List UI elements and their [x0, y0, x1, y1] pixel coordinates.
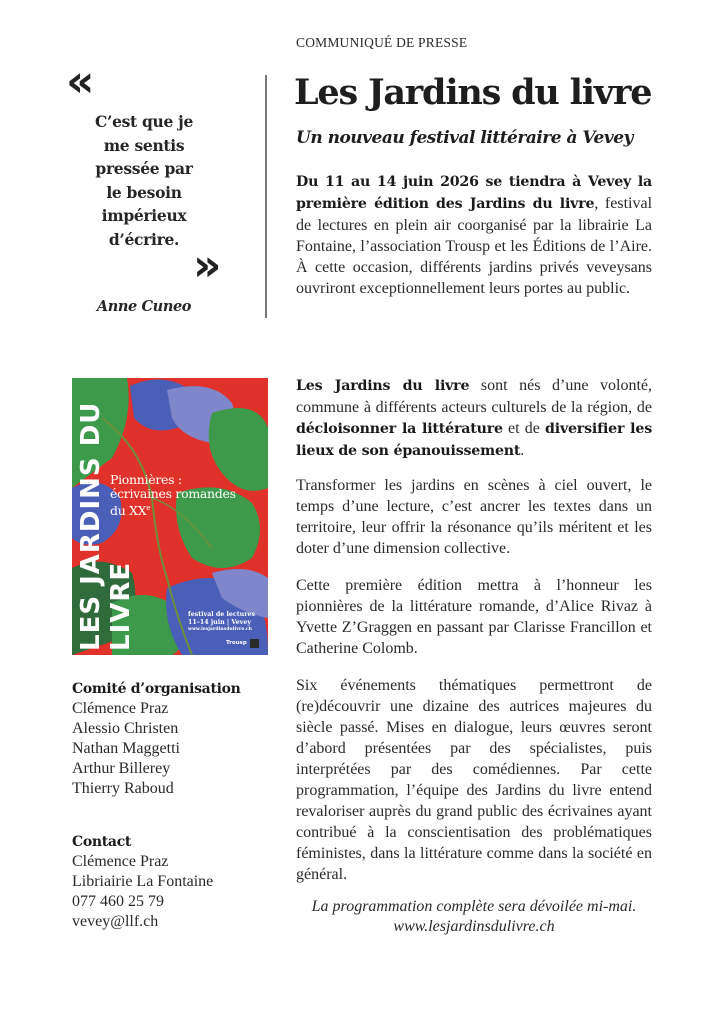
page-subtitle: Un nouveau festival littéraire à Vevey — [296, 128, 633, 148]
page-title: Les Jardins du livre — [294, 72, 652, 113]
vertical-divider — [265, 75, 267, 318]
contact-section — [72, 832, 272, 932]
trousp-logo: Trousp — [226, 640, 247, 646]
poster-url: www.lesjardinsdulivre.ch — [188, 627, 252, 632]
poster-title-line: LES JARDINS DU — [76, 401, 106, 651]
contact-email[interactable]: vevey@llf.ch — [72, 913, 159, 930]
quote-line: d’écrire. — [108, 229, 180, 249]
emphasis-text: décloisonner la littérature — [296, 421, 503, 437]
quote-line: C’est que je — [94, 112, 194, 131]
closing-note — [296, 897, 652, 937]
document-type-label: COMMUNIQUÉ DE PRESSE — [296, 35, 468, 50]
committee-member: Thierry Raboud — [72, 780, 174, 797]
committee-heading: Comité d’organisation — [72, 681, 241, 697]
quote-line: me sentis — [103, 135, 185, 155]
pull-quote — [76, 110, 212, 251]
body-text: sont nés d’une volonté, commune à différents acteurs culturels de la région, de — [296, 377, 652, 416]
lead-bold-text: Du 11 au 14 juin 2026 se tiendra à Vevey la première édition des Jardins du livre — [296, 174, 652, 212]
poster-info — [188, 611, 266, 634]
contact-name: Clémence Praz — [72, 853, 169, 870]
festival-poster — [72, 378, 268, 655]
poster-theme-superscript: e — [146, 504, 151, 512]
emphasis-text: diversifier les lieux de son épanouissement — [296, 421, 652, 459]
body-text: . — [520, 442, 525, 459]
contact-phone[interactable]: 077 460 25 79 — [72, 893, 164, 910]
website-link[interactable]: www.lesjardinsdulivre.ch — [393, 918, 555, 935]
lead-text: , festival de lectures en plein air coorganisé par la librairie La Fontaine, l’association Trousp et les Éditions de l’Aire. À cette occasion, différents jardins privés veveysans ouvriront exceptionnellement leurs portes au public. — [296, 195, 653, 297]
committee-section — [72, 679, 272, 799]
poster-theme-text: du XX — [110, 503, 147, 519]
quote-author: Anne Cuneo — [96, 298, 192, 315]
body-paragraph-4: Six événements thématiques permettront de (re)découvrir une dizaine des autrices majeures du siècle passé. Mises en dialogue, leurs œuvres seront d’abord présentées par des spécialistes, puis interprétées par des comédiennes. Par cette programmation, l’équipe des Jardins du livre entend revaloriser auprès du grand public des écrivaines ayant contribué à la conscientisation des problématiques féministes, dans la littérature comme dans la société en général. — [296, 677, 652, 883]
poster-info-line: festival de lectures — [188, 611, 256, 618]
poster-info-line: 11–14 juin | Vevey — [188, 618, 252, 626]
body-paragraph-3: Cette première édition mettra à l’honneur les pionnières de la littérature romande, d’Alice Rivaz à Yvette Z’Graggen en passant par Clarisse Francillon et Catherine Colomb. — [296, 577, 652, 657]
poster-theme-line — [110, 501, 266, 518]
quote-line: impérieux — [101, 206, 187, 225]
publisher-logo — [250, 639, 259, 648]
lead-paragraph — [296, 171, 652, 299]
open-quote-icon: « — [66, 56, 95, 107]
committee-member: Nathan Maggetti — [72, 740, 180, 757]
body-paragraph-1 — [296, 375, 652, 462]
announcement-text: La programmation complète sera dévoilée mi-mai. — [311, 898, 637, 915]
committee-member: Alessio Christen — [72, 720, 179, 737]
poster-title-line: LIVRE — [106, 561, 136, 651]
body-paragraph-2: Transformer les jardins en scènes à ciel ouvert, le temps d’une lecture, c’est ancrer les textes dans un territoire, leur offrir la résonance qu’ils méritent et les doter d’une dimension collective. — [296, 477, 652, 557]
committee-member: Clémence Praz — [72, 700, 169, 717]
emphasis-text: Les Jardins du livre — [296, 378, 470, 394]
quote-line: le besoin — [106, 182, 182, 202]
poster-theme — [110, 473, 266, 518]
poster-theme-line: écrivaines romandes — [110, 486, 236, 501]
poster-theme-line: Pionnières : — [110, 472, 182, 487]
poster-vertical-title — [76, 402, 136, 651]
quote-line: pressée par — [95, 159, 193, 178]
contact-organization: Libriairie La Fontaine — [72, 873, 214, 890]
contact-heading: Contact — [72, 834, 132, 850]
close-quote-icon: » — [193, 240, 222, 291]
body-text: et de — [502, 420, 546, 437]
committee-member: Arthur Billerey — [72, 760, 171, 777]
